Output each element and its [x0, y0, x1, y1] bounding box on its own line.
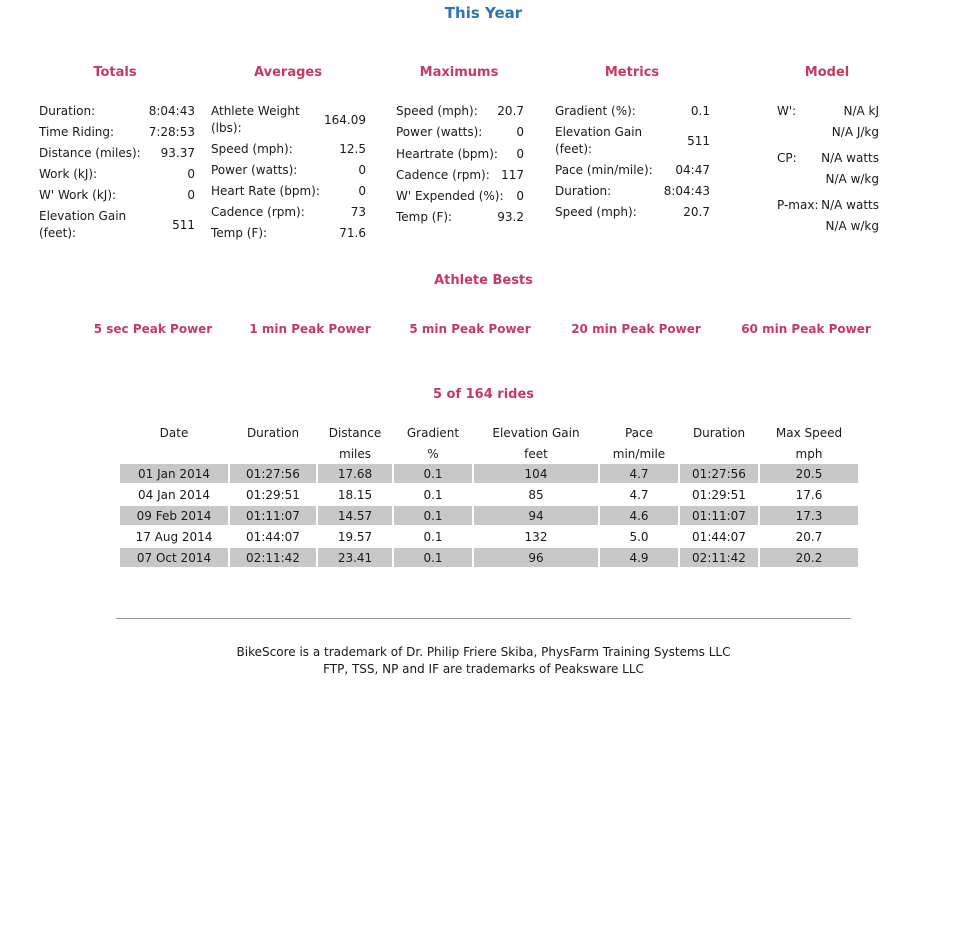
- averages-power-value: 0: [358, 163, 366, 177]
- cell-pace: 4.9: [600, 548, 678, 569]
- col-unit-pace: min/mile: [612, 446, 666, 461]
- maximums-temp-value: 93.2: [497, 210, 524, 224]
- footer-divider: [116, 618, 851, 619]
- maximums-heading: Maximums: [419, 65, 499, 80]
- cell-date: 17 Aug 2014: [120, 527, 228, 548]
- footer-trademark-line-1: BikeScore is a trademark of Dr. Philip Friere Skiba, PhysFarm Training Systems LLC: [236, 645, 731, 659]
- model-pmax-value2: N/A w/kg: [825, 219, 879, 233]
- cell-distance: 14.57: [318, 506, 392, 527]
- maximums-speed-value: 20.7: [497, 104, 524, 118]
- cell-gradient: 0.1: [394, 527, 472, 548]
- averages-section: [211, 102, 366, 252]
- cell-duration: 01:11:07: [230, 506, 316, 527]
- cell-duration-2: 01:44:07: [680, 527, 758, 548]
- model-section: [777, 102, 879, 242]
- cell-max-speed: 17.6: [760, 485, 858, 506]
- totals-wprime-work-value: 0: [187, 188, 195, 202]
- metrics-duration-label: Duration:: [555, 184, 612, 198]
- cell-max-speed: 17.3: [760, 506, 858, 527]
- col-unit-elevation: feet: [524, 446, 548, 461]
- cell-duration: 01:27:56: [230, 464, 316, 485]
- page-title: This Year: [444, 4, 523, 22]
- col-unit-date: [120, 443, 228, 464]
- metrics-speed-value: 20.7: [683, 205, 710, 219]
- cell-duration-2: 01:29:51: [680, 485, 758, 506]
- cell-date: 04 Jan 2014: [120, 485, 228, 506]
- best-5min-peak-power: 5 min Peak Power: [409, 322, 531, 336]
- col-unit-gradient: %: [427, 446, 439, 461]
- totals-section: [39, 102, 195, 252]
- metrics-duration-value: 8:04:43: [663, 184, 710, 198]
- model-wprime-label: W':: [777, 104, 797, 118]
- cell-elevation: 94: [474, 506, 598, 527]
- model-wprime-value: N/A kJ: [843, 104, 879, 118]
- maximums-temp-label: Temp (F):: [396, 210, 453, 224]
- cell-elevation: 132: [474, 527, 598, 548]
- averages-heading: Averages: [254, 65, 322, 80]
- averages-speed-value: 12.5: [339, 142, 366, 156]
- metrics-gradient-value: 0.1: [690, 104, 710, 118]
- cell-duration-2: 02:11:42: [680, 548, 758, 569]
- best-5sec-peak-power: 5 sec Peak Power: [93, 322, 213, 336]
- averages-temp-value: 71.6: [339, 226, 366, 240]
- maximums-cadence-label: Cadence (rpm):: [396, 168, 490, 182]
- totals-duration-value: 8:04:43: [148, 104, 195, 118]
- maximums-speed-label: Speed (mph):: [396, 104, 478, 118]
- cell-pace: 4.7: [600, 464, 678, 485]
- model-wprime-value2: N/A J/kg: [831, 125, 879, 139]
- cell-pace: 4.6: [600, 506, 678, 527]
- cell-date: 01 Jan 2014: [120, 464, 228, 485]
- rides-heading: 5 of 164 rides: [432, 387, 535, 402]
- averages-hr-label: Heart Rate (bpm):: [211, 184, 320, 198]
- cell-date: 09 Feb 2014: [120, 506, 228, 527]
- table-row: [120, 527, 858, 548]
- averages-speed-label: Speed (mph):: [211, 142, 293, 156]
- totals-distance-value: 93.37: [160, 146, 195, 160]
- maximums-cadence-value: 117: [501, 168, 524, 182]
- table-row: [120, 548, 858, 569]
- metrics-heading: Metrics: [604, 65, 660, 80]
- table-row: [120, 464, 858, 485]
- col-header-gradient: Gradient: [406, 425, 460, 440]
- averages-weight-value: 164.09: [324, 113, 366, 127]
- cell-distance: 23.41: [318, 548, 392, 569]
- maximums-hr-value: 0: [516, 147, 524, 161]
- metrics-speed-label: Speed (mph):: [555, 205, 637, 219]
- cell-duration: 02:11:42: [230, 548, 316, 569]
- cell-distance: 17.68: [318, 464, 392, 485]
- cell-elevation: 85: [474, 485, 598, 506]
- best-20min-peak-power: 20 min Peak Power: [571, 322, 701, 336]
- model-pmax-value: N/A watts: [821, 198, 879, 212]
- cell-date: 07 Oct 2014: [120, 548, 228, 569]
- metrics-gradient-label: Gradient (%):: [555, 104, 636, 118]
- averages-temp-label: Temp (F):: [211, 226, 268, 240]
- model-cp-value: N/A watts: [821, 151, 879, 165]
- totals-heading: Totals: [93, 65, 137, 80]
- cell-elevation: 96: [474, 548, 598, 569]
- metrics-section: [555, 102, 710, 232]
- totals-duration-label: Duration:: [39, 104, 96, 118]
- totals-work-value: 0: [187, 167, 195, 181]
- totals-work-label: Work (kJ):: [39, 167, 98, 181]
- athlete-bests-heading: Athlete Bests: [434, 273, 533, 288]
- cell-gradient: 0.1: [394, 506, 472, 527]
- col-unit-distance: miles: [339, 446, 371, 461]
- model-cp-value2: N/A w/kg: [825, 172, 879, 186]
- model-cp-label: CP:: [777, 151, 797, 165]
- cell-distance: 19.57: [318, 527, 392, 548]
- averages-power-label: Power (watts):: [211, 163, 298, 177]
- maximums-wprime-label: W' Expended (%):: [396, 189, 504, 203]
- col-header-duration: Duration: [246, 425, 300, 440]
- metrics-elevation-label: Elevation Gain: [555, 125, 643, 139]
- cell-pace: 4.7: [600, 485, 678, 506]
- cell-elevation: 104: [474, 464, 598, 485]
- cell-max-speed: 20.5: [760, 464, 858, 485]
- rides-table: [118, 422, 860, 569]
- best-60min-peak-power: 60 min Peak Power: [741, 322, 871, 336]
- cell-duration: 01:29:51: [230, 485, 316, 506]
- averages-hr-value: 0: [358, 184, 366, 198]
- metrics-pace-label: Pace (min/mile):: [555, 163, 653, 177]
- totals-time-riding-value: 7:28:53: [148, 125, 195, 139]
- averages-cadence-label: Cadence (rpm):: [211, 205, 305, 219]
- totals-elevation-label-unit: (feet):: [39, 226, 77, 240]
- cell-max-speed: 20.2: [760, 548, 858, 569]
- cell-max-speed: 20.7: [760, 527, 858, 548]
- totals-elevation-label: Elevation Gain: [39, 209, 127, 223]
- totals-time-riding-label: Time Riding:: [39, 125, 115, 139]
- col-unit-duration-2: [680, 443, 758, 464]
- cell-gradient: 0.1: [394, 464, 472, 485]
- metrics-pace-value: 04:47: [675, 163, 710, 177]
- cell-gradient: 0.1: [394, 485, 472, 506]
- totals-elevation-value: 511: [172, 218, 195, 232]
- averages-weight-label-unit: (lbs):: [211, 121, 242, 135]
- table-row: [120, 506, 858, 527]
- table-subheader-row: [120, 443, 858, 464]
- maximums-wprime-value: 0: [516, 189, 524, 203]
- cell-duration-2: 01:27:56: [680, 464, 758, 485]
- col-header-max-speed: Max Speed: [775, 425, 843, 440]
- cell-pace: 5.0: [600, 527, 678, 548]
- cell-duration: 01:44:07: [230, 527, 316, 548]
- maximums-hr-label: Heartrate (bpm):: [396, 147, 498, 161]
- model-pmax-label: P-max:: [777, 198, 819, 212]
- totals-distance-label: Distance (miles):: [39, 146, 141, 160]
- col-header-duration-2: Duration: [692, 425, 746, 440]
- col-header-pace: Pace: [624, 425, 654, 440]
- cell-duration-2: 01:11:07: [680, 506, 758, 527]
- metrics-elevation-value: 511: [687, 134, 710, 148]
- col-header-elevation: Elevation Gain: [492, 425, 580, 440]
- col-unit-max-speed: mph: [795, 446, 823, 461]
- averages-cadence-value: 73: [350, 205, 366, 219]
- table-row: [120, 485, 858, 506]
- col-unit-duration: [230, 443, 316, 464]
- col-header-distance: Distance: [328, 425, 382, 440]
- best-1min-peak-power: 1 min Peak Power: [249, 322, 371, 336]
- cell-distance: 18.15: [318, 485, 392, 506]
- metrics-elevation-label-unit: (feet):: [555, 142, 593, 156]
- model-heading: Model: [804, 65, 850, 80]
- cell-gradient: 0.1: [394, 548, 472, 569]
- col-header-date: Date: [159, 425, 189, 440]
- table-header-row: [120, 422, 858, 443]
- footer-trademark-line-2: FTP, TSS, NP and IF are trademarks of Peaksware LLC: [323, 662, 644, 676]
- maximums-power-label: Power (watts):: [396, 125, 483, 139]
- maximums-section: [396, 102, 524, 232]
- maximums-power-value: 0: [516, 125, 524, 139]
- totals-wprime-work-label: W' Work (kJ):: [39, 188, 117, 202]
- averages-weight-label: Athlete Weight: [211, 104, 300, 118]
